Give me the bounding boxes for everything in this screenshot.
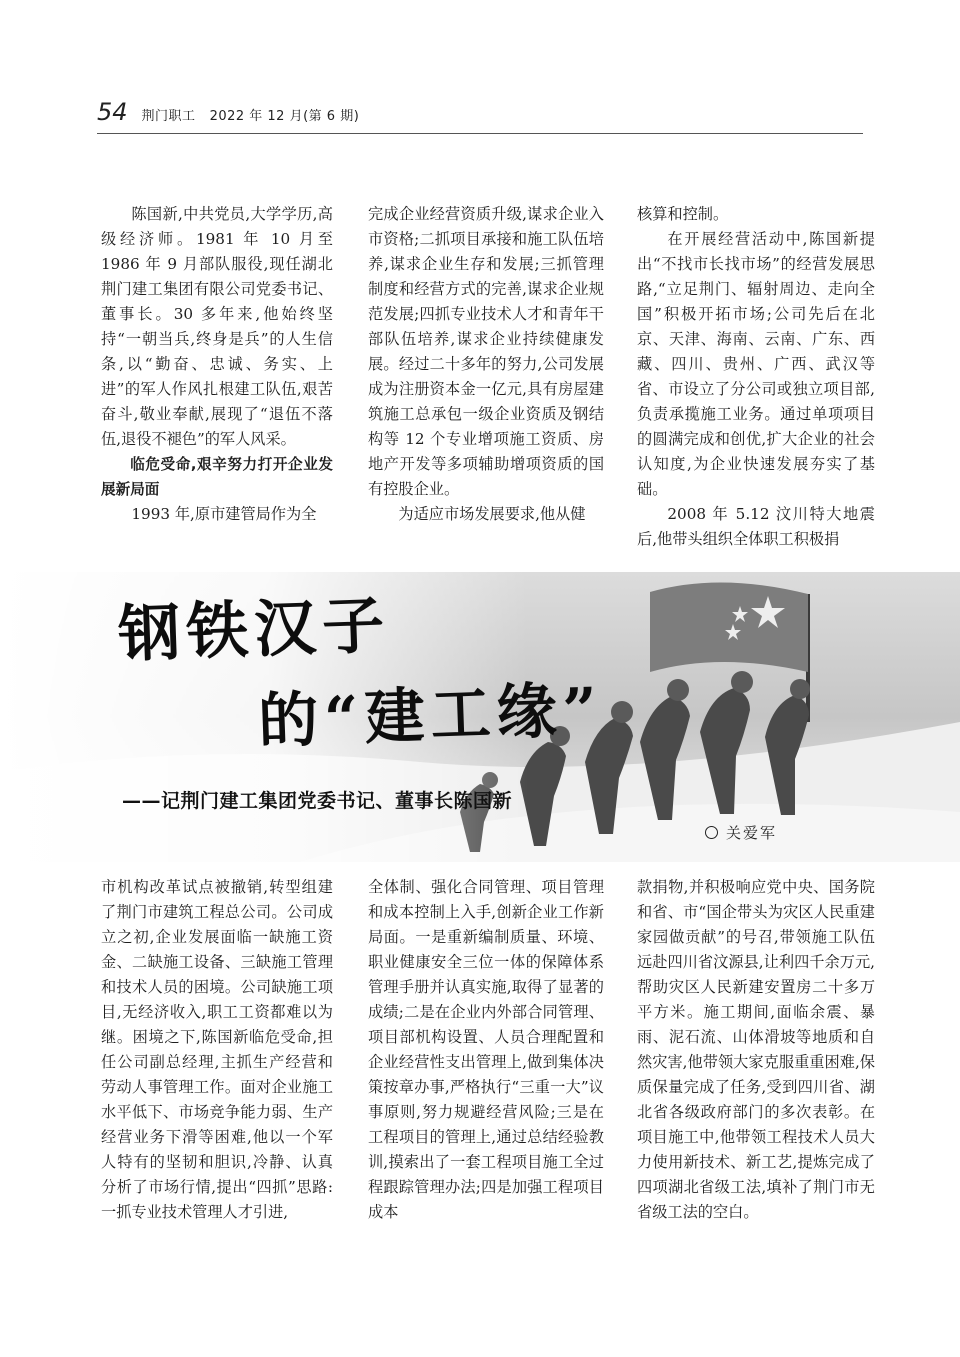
page-number: 54 (97, 98, 128, 126)
journal-name: 荆门职工 (141, 109, 196, 124)
paragraph: 全体制、强化合同管理、项目管理和成本控制上入手,创新企业工作新局面。一是重新编制质量、环境、职业健康安全三位一体的保障体系管理手册并认真实施,取得了显著的成绩;二是在企业内外部合同管理、项目部机构设置、人员合理配置和企业经营性支出管理上,做到集体决策按章办事,严格执行“三重一大”议事原则,努力规避经营风险;三是在工程项目的管理上,通过总结经验教训,摸索出了一套工程项目施工全过程跟踪管理办法;四是加强工程项目成本 (368, 878, 604, 1221)
column-3-top (637, 202, 875, 552)
paragraph: 市机构改革试点被撤销,转型组建了荆门市建筑工程总公司。公司成立之初,企业发展面临一缺施工资金、二缺施工设备、三缺施工管理和技术人员的困境。公司缺施工项目,无经济收入,职工工资都难以为继。困境之下,陈国新临危受命,担任公司副总经理,主抓生产经营和劳动人事管理工作。面对企业施工水平低下、市场竞争能力弱、生产经营业务下滑等困难,他以一个军人特有的坚韧和胆识,冷静、认真分析了市场行情,提出“四抓”思路:一抓专业技术管理人才引进, (101, 878, 333, 1221)
paragraph: 1993 年,原市建管局作为全 (131, 505, 317, 523)
paragraph: 2008 年 5.12 汶川特大地震后,他带头组织全体职工积极捐 (637, 505, 875, 548)
column-2-bottom (368, 875, 604, 1225)
section-heading: 临危受命,艰辛努力打开企业发展新局面 (101, 456, 333, 498)
column-1-top (101, 202, 333, 527)
column-1-bottom (101, 875, 333, 1225)
paragraph: 款捐物,并积极响应党中央、国务院和省、市“国企带头为灾区人民重建家园做贡献”的号召,带领施工队伍远赴四川省汶源县,让利四千余万元,帮助灾区人民新建安置房二十多万平方米。施工期间,面临余震、暴雨、泥石流、山体滑坡等地质和自然灾害,他带领大家克服重重困难,保质保量完成了任务,受到四川省、湖北省各级政府部门的多次表彰。在项目施工中,他带领工程技术人员大力使用新技术、新工艺,提炼完成了四项湖北省级工法,填补了荆门市无省级工法的空白。 (637, 878, 875, 1221)
header-rule (97, 133, 863, 134)
article-title-line-1: 钢铁汉子 (116, 588, 392, 671)
paragraph: 为适应市场发展要求,他从健 (398, 505, 586, 523)
byline (705, 822, 777, 843)
paragraph: 陈国新,中共党员,大学学历,高级经济师。1981 年 10 月至 1986 年 9 月部队服役,现任湖北荆门建工集团有限公司党委书记、董事长。30 多年来,他始终坚持“一朝当兵,终身是兵”的人生信条,以“勤奋、忠诚、务实、上进”的军人作风扎根建工队伍,艰苦奋斗,敬业奉献,展现了“退伍不落伍,退役不褪色”的军人风采。 (101, 205, 333, 448)
column-2-top (368, 202, 604, 527)
paragraph: 核算和控制。 (637, 205, 729, 223)
paragraph: 在开展经营活动中,陈国新提出“不找市长找市场”的经营发展思路,“立足荆门、辐射周边、走向全国”积极开拓市场;公司先后在北京、天津、海南、云南、广东、西藏、四川、贵州、广西、武汉等省、市设立了分公司或独立项目部,负责承揽施工业务。通过单项项目的圆满完成和创优,扩大企业的社会认知度,为企业快速发展夯实了基础。 (637, 230, 875, 498)
circle-icon (705, 826, 718, 839)
issue-label: 2022 年 12 月(第 6 期) (209, 109, 360, 124)
paragraph: 完成企业经营资质升级,谋求企业入市资格;二抓项目承接和施工队伍培养,谋求企业生存和发展;三抓管理制度和经营方式的完善,谋求企业规范发展;四抓专业技术人才和青年干部队伍培养,谋求企业持续健康发展。经过二十多年的努力,公司发展成为注册资本金一亿元,具有房屋建筑施工总承包一级企业资质及钢结构等 12 个专业增项施工资质、房地产开发等多项辅助增项资质的国有控股企业。 (368, 205, 604, 498)
article-title-line-2: 的“建工缘” (257, 674, 605, 757)
author-name: 关爱军 (726, 824, 778, 842)
article-subtitle: ——记荆门建工集团党委书记、董事长陈国新 (122, 790, 513, 812)
column-3-bottom (637, 875, 875, 1225)
page-header (97, 98, 359, 126)
